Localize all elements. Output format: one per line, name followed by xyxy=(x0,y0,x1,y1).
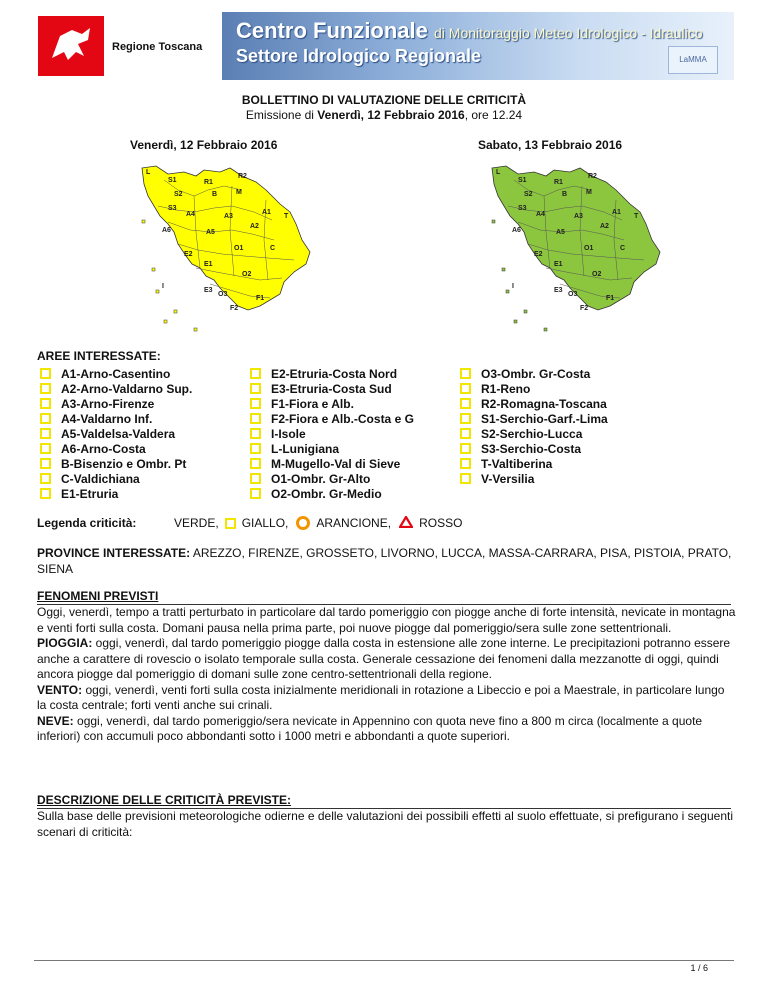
zone-label: A3 xyxy=(574,213,583,220)
yellow-square-icon xyxy=(40,398,51,409)
area-label: E1-Etruria xyxy=(61,486,119,501)
yellow-square-icon xyxy=(460,368,471,379)
area-item xyxy=(460,441,608,456)
area-item xyxy=(250,441,414,456)
area-item xyxy=(460,366,608,381)
yellow-square-icon xyxy=(250,473,261,484)
areas-title: AREE INTERESSATE: xyxy=(37,349,161,363)
yellow-square-icon xyxy=(40,368,51,379)
zone-label: E2 xyxy=(184,251,193,258)
legend-arancione: ARANCIONE, xyxy=(316,516,392,530)
zone-label: A4 xyxy=(536,211,545,218)
zone-label: A1 xyxy=(262,209,271,216)
area-label: O2-Ombr. Gr-Medio xyxy=(271,486,382,501)
forecast-snow xyxy=(37,714,737,745)
yellow-square-icon xyxy=(250,443,261,454)
yellow-square-icon xyxy=(40,428,51,439)
yellow-square-icon xyxy=(250,368,261,379)
zone-label: F1 xyxy=(606,295,615,302)
zone-label: S1 xyxy=(518,177,527,184)
yellow-square-icon xyxy=(250,458,261,469)
area-item xyxy=(250,426,414,441)
zone-label: M xyxy=(586,189,592,196)
criticality-legend xyxy=(37,515,468,531)
zone-label: S3 xyxy=(518,205,527,212)
area-label: V-Versilia xyxy=(481,471,535,486)
zone-label: R1 xyxy=(204,179,213,186)
zone-label: B xyxy=(212,191,218,198)
area-label: S1-Serchio-Garf.-Lima xyxy=(481,411,608,426)
banner-title: Centro Funzionale xyxy=(236,18,428,43)
area-item xyxy=(250,396,414,411)
area-item xyxy=(250,456,414,471)
forecast-heading: FENOMENI PREVISTI xyxy=(37,589,731,605)
island-shape xyxy=(174,310,177,313)
yellow-square-icon xyxy=(460,428,471,439)
area-label: I-Isole xyxy=(271,426,306,441)
tuscany-region-shape xyxy=(492,166,660,310)
yellow-square-icon xyxy=(460,413,471,424)
emission-prefix: Emissione di xyxy=(245,108,318,122)
lamma-logo: LaMMA xyxy=(668,46,718,74)
area-item xyxy=(460,456,608,471)
area-label: B-Bisenzio e Ombr. Pt xyxy=(61,456,187,471)
area-item xyxy=(40,381,192,396)
area-label: L-Lunigiana xyxy=(271,441,339,456)
area-label: A6-Arno-Costa xyxy=(61,441,146,456)
area-item xyxy=(40,366,192,381)
zone-label: F2 xyxy=(230,305,239,312)
zone-label: F2 xyxy=(580,305,589,312)
yellow-square-icon xyxy=(460,383,471,394)
rain-label: PIOGGIA: xyxy=(37,636,93,650)
island-shape xyxy=(502,268,505,271)
emission-line xyxy=(0,108,768,122)
zone-label: M xyxy=(236,189,242,196)
zone-label: A2 xyxy=(600,223,609,230)
criticality-text: Sulla base delle previsioni meteorologiche odierne e delle valutazioni dei possibili effetti al suolo effettuate, si prefigurano i seguenti scenari di criticità: xyxy=(37,809,733,839)
legend-label: Legenda criticità: xyxy=(37,516,137,530)
yellow-square-icon xyxy=(40,473,51,484)
zone-label: A5 xyxy=(556,229,565,236)
legend-rosso: ROSSO xyxy=(419,516,463,530)
emission-time: , ore 12.24 xyxy=(464,108,523,122)
snow-text: oggi, venerdì, dal tardo pomeriggio/sera nevicate in Appennino con quota neve fino a 800 m circa (localmente a quote inferiori) con accumuli poco abbondanti sotto i 1000 metri e abbondanti a quote superiori. xyxy=(37,713,703,743)
map-day-2-label: Sabato, 13 Febbraio 2016 xyxy=(478,138,623,152)
zone-label: A3 xyxy=(224,213,233,220)
zone-label: O2 xyxy=(242,271,252,278)
area-label: M-Mugello-Val di Sieve xyxy=(271,456,401,471)
area-item xyxy=(40,456,192,471)
centro-funzionale-banner xyxy=(222,12,734,80)
area-item xyxy=(40,411,192,426)
zone-label: T xyxy=(284,213,289,220)
footer-divider xyxy=(34,960,734,961)
area-item xyxy=(40,396,192,411)
island-shape xyxy=(544,328,547,331)
area-label: O1-Ombr. Gr-Alto xyxy=(271,471,371,486)
area-label: F1-Fiora e Alb. xyxy=(271,396,354,411)
forecast-body xyxy=(37,605,737,745)
yellow-square-icon xyxy=(460,458,471,469)
area-label: A1-Arno-Casentino xyxy=(61,366,171,381)
area-item xyxy=(40,441,192,456)
zone-label: A6 xyxy=(512,227,521,234)
criticality-heading: DESCRIZIONE DELLE CRITICITÀ PREVISTE: xyxy=(37,793,731,809)
area-item xyxy=(40,426,192,441)
area-label: A5-Valdelsa-Valdera xyxy=(61,426,176,441)
island-shape xyxy=(156,290,159,293)
area-label: A2-Arno-Valdarno Sup. xyxy=(61,381,193,396)
area-label: A4-Valdarno Inf. xyxy=(61,411,153,426)
area-item xyxy=(250,411,414,426)
zone-label: E1 xyxy=(554,261,563,268)
area-label: F2-Fiora e Alb.-Costa e G xyxy=(271,411,414,426)
zone-label: I xyxy=(512,283,514,290)
forecast-wind xyxy=(37,683,737,714)
zone-label: A2 xyxy=(250,223,259,230)
yellow-square-icon xyxy=(460,443,471,454)
regione-toscana-logo xyxy=(38,16,104,76)
area-label: O3-Ombr. Gr-Costa xyxy=(481,366,591,381)
island-shape xyxy=(524,310,527,313)
banner-line2: Settore Idrologico Regionale xyxy=(236,46,482,66)
alert-map-day-2 xyxy=(484,160,714,340)
zone-label: O3 xyxy=(568,291,578,298)
zone-label: B xyxy=(562,191,568,198)
banner-subtitle: di Monitoraggio Meteo Idrologico - Idraulico xyxy=(434,25,703,41)
island-shape xyxy=(506,290,509,293)
area-label: T-Valtiberina xyxy=(481,456,553,471)
area-label: R1-Reno xyxy=(481,381,531,396)
zone-label: R1 xyxy=(554,179,563,186)
wind-text: oggi, venerdì, venti forti sulla costa inizialmente meridionali in rotazione a Libeccio e poi a Maestrale, in particolare lungo la costa centrale; forti venti anche sui crinali. xyxy=(37,682,725,712)
alert-map-day-1 xyxy=(134,160,364,340)
page-header xyxy=(34,12,734,80)
zone-label: L xyxy=(496,169,501,176)
island-shape xyxy=(514,320,517,323)
zone-label: E3 xyxy=(554,287,563,294)
area-item xyxy=(460,426,608,441)
yellow-square-icon xyxy=(40,383,51,394)
island-shape xyxy=(194,328,197,331)
zone-label: E2 xyxy=(534,251,543,258)
area-item xyxy=(250,381,414,396)
page-number: 1 / 6 xyxy=(690,963,708,973)
zone-label: O2 xyxy=(592,271,602,278)
zone-label: A6 xyxy=(162,227,171,234)
emission-date: Venerdì, 12 Febbraio 2016 xyxy=(317,108,465,122)
legend-verde: VERDE, xyxy=(174,516,219,530)
yellow-square-icon xyxy=(460,473,471,484)
zone-label: L xyxy=(146,169,151,176)
area-item xyxy=(40,471,192,486)
zone-label: T xyxy=(634,213,639,220)
yellow-square-icon xyxy=(250,428,261,439)
zone-label: O3 xyxy=(218,291,228,298)
provinces-label: PROVINCE INTERESSATE: xyxy=(37,546,191,560)
area-label: E2-Etruria-Costa Nord xyxy=(271,366,398,381)
tuscany-region-shape xyxy=(142,166,310,310)
zone-label: F1 xyxy=(256,295,265,302)
area-label: R2-Romagna-Toscana xyxy=(481,396,607,411)
zone-label: R2 xyxy=(588,173,597,180)
yellow-square-icon xyxy=(460,398,471,409)
yellow-square-icon xyxy=(250,383,261,394)
yellow-square-icon xyxy=(225,518,236,529)
yellow-square-icon xyxy=(40,488,51,499)
area-item xyxy=(250,366,414,381)
zone-label: A1 xyxy=(612,209,621,216)
zone-label: S2 xyxy=(174,191,183,198)
area-item xyxy=(460,396,608,411)
zone-label: S3 xyxy=(168,205,177,212)
areas-column-2 xyxy=(250,366,414,501)
zone-label: C xyxy=(620,245,626,252)
red-triangle-icon xyxy=(399,516,413,531)
yellow-square-icon xyxy=(40,413,51,424)
zone-label: S1 xyxy=(168,177,177,184)
forecast-intro: Oggi, venerdì, tempo a tratti perturbato in particolare dal tardo pomeriggio con piogge anche di forte intensità, nevicate in montagna e venti forti sulla costa. Domani pausa nella prima parte, poi nuove piogge dal pomeriggio/sera sulle zone settentrionali. xyxy=(37,605,736,635)
yellow-square-icon xyxy=(40,443,51,454)
area-label: S2-Serchio-Lucca xyxy=(481,426,583,441)
orange-circle-icon xyxy=(296,516,310,530)
area-label: C-Valdichiana xyxy=(61,471,140,486)
yellow-square-icon xyxy=(40,458,51,469)
areas-column-1 xyxy=(40,366,192,501)
area-item xyxy=(460,471,608,486)
zone-label: O1 xyxy=(584,245,594,252)
zone-label: E1 xyxy=(204,261,213,268)
zone-label: C xyxy=(270,245,276,252)
zone-label: A5 xyxy=(206,229,215,236)
bulletin-title: BOLLETTINO DI VALUTAZIONE DELLE CRITICITÀ xyxy=(241,93,527,107)
yellow-square-icon xyxy=(250,398,261,409)
area-item xyxy=(40,486,192,501)
region-name: Regione Toscana xyxy=(112,41,203,53)
forecast-rain xyxy=(37,636,737,683)
areas-column-3 xyxy=(460,366,608,486)
island-shape xyxy=(492,220,495,223)
provinces-list: AREZZO, FIRENZE, GROSSETO, LIVORNO, LUCCA, MASSA-CARRARA, PISA, PISTOIA, PRATO, SIENA xyxy=(37,546,732,576)
area-label: E3-Etruria-Costa Sud xyxy=(271,381,392,396)
zone-label: S2 xyxy=(524,191,533,198)
zone-label: O1 xyxy=(234,245,244,252)
rain-text: oggi, venerdì, dal tardo pomeriggio piogge dalla costa in estensione alle zone interne. Le precipitazioni potranno essere anche a carattere di rovescio o isolato temporale sulla costa. Generale cessazione dei fenomeni dalla mezzanotte di oggi, quindi ancora piogge dal pomeriggio di domani sulle zone centro-settentrionali della regione. xyxy=(37,636,731,681)
yellow-square-icon xyxy=(250,488,261,499)
zone-label: A4 xyxy=(186,211,195,218)
snow-label: NEVE: xyxy=(37,713,74,728)
area-item xyxy=(250,486,414,501)
zone-label: R2 xyxy=(238,173,247,180)
yellow-square-icon xyxy=(250,413,261,424)
wind-label: VENTO: xyxy=(37,682,83,697)
island-shape xyxy=(142,220,145,223)
area-label: S3-Serchio-Costa xyxy=(481,441,582,456)
zone-label: I xyxy=(162,283,164,290)
zone-label: E3 xyxy=(204,287,213,294)
island-shape xyxy=(164,320,167,323)
provinces-paragraph xyxy=(37,545,737,577)
area-item xyxy=(460,411,608,426)
island-shape xyxy=(152,268,155,271)
map-day-1-label: Venerdì, 12 Febbraio 2016 xyxy=(130,138,278,152)
area-label: A3-Arno-Firenze xyxy=(61,396,155,411)
area-item xyxy=(460,381,608,396)
legend-giallo: GIALLO, xyxy=(241,516,289,530)
area-item xyxy=(250,471,414,486)
